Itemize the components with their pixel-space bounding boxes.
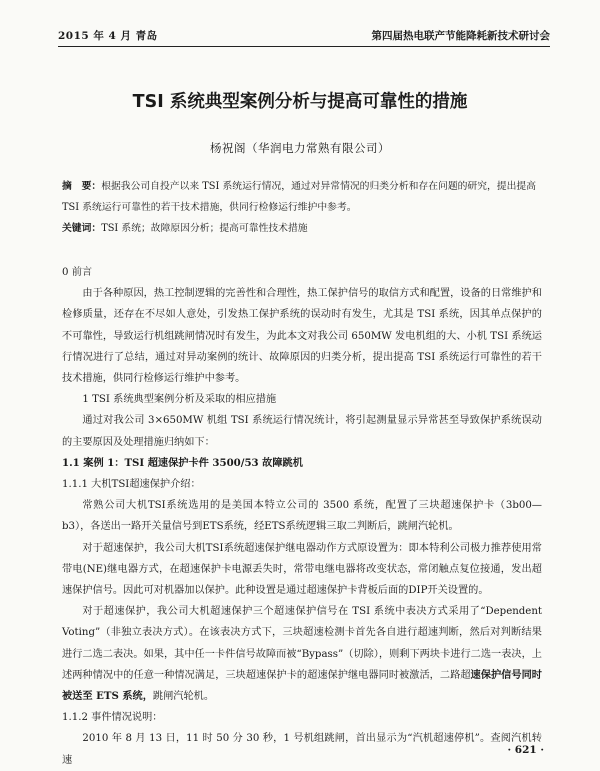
header-date-location: 2015 年 4 月 青岛 <box>58 30 158 42</box>
section-1-1-2-paragraph: 2010 年 8 月 13 日，11 时 50 分 30 秒，1 号机组跳闸，首出显示为“汽机超速停机”。查阅汽机转速 <box>62 733 542 766</box>
para-3-text-start: 对于超速保护，我公司大机超速保护三个超速保护信号在 TSI 系统中表决方式采用了“Dependent Voting”（非独立表决方式）。在该表决方式下，三块超速检测卡首先各自进行超速判断，然后对判断结果进行二选二表决。如果，其中任一卡件信号故障而被“Bypass”（切除），则剩下两块卡进行二选一表决，上述两种情况中的任意一种情况满足，三块超速保护卡的超速保护继电器同时被激活，二路超 <box>62 606 542 681</box>
section-heading-1-1: 1.1 案例 1：TSI 超速保护卡件 3500/53 故障跳机 <box>62 456 303 469</box>
section-1-1-1-paragraph-3 <box>62 601 542 707</box>
header-conference-title: 第四届热电联产节能降耗新技术研讨会 <box>371 30 550 42</box>
section-1-paragraph: 通过对我公司 3×650MW 机组 TSI 系统运行情况统计，将引起测量显示异常甚至导致保护系统误动的主要原因及处理措施归纳如下： <box>62 415 542 448</box>
keywords-label: 关键词： <box>62 223 102 234</box>
running-header <box>58 22 550 47</box>
paper-body <box>62 262 542 771</box>
section-heading-intro: 0 前言 <box>62 267 93 278</box>
section-heading-1-1-2: 1.1.2 事件情况说明： <box>62 712 163 724</box>
section-heading-1-1-1: 1.1.1 大机TSI超速保护介绍： <box>62 479 201 491</box>
keywords-text: TSI 系统；故障原因分析；提高可靠性技术措施 <box>101 223 308 234</box>
intro-paragraph: 由于各种原因，热工控制逻辑的完善性和合理性，热工保护信号的取信方式和配置，设备的日常维护和检修质量，还存在不尽如人意处，引发热工保护系统的误动时有发生，尤其是 TSI 系统，因其单点保护的不可靠性，导致运行机组跳闸情况时有发生，为此本文对我公司 650MW 发电机组的大、小机 TSI 系统运行情况进行了总结，通过对异动案例的统计、故障原因的归类分析，提出提高 TSI 系统运行可靠性的若干技术措施，供同行检修运行维护中参考。 <box>62 288 542 385</box>
paper-author: 杨祝阁（华润电力常熟有限公司） <box>210 141 390 155</box>
section-1-1-1-paragraph-1: 常熟公司大机TSI系统选用的是美国本特立公司的 3500 系统，配置了三块超速保护卡（3b00—b3），各送出一路开关量信号到ETS系统，经ETS系统逻辑三取二判断后，跳闸汽轮机。 <box>62 500 542 533</box>
para-3-text-end: 跳闸汽轮机。 <box>152 691 215 703</box>
para-3-bold-text: 速保护信号同时被送至 ETS 系统， <box>62 668 542 703</box>
paper-title: TSI 系统典型案例分析与提高可靠性的措施 <box>132 92 468 112</box>
section-heading-1: 1 TSI 系统典型案例分析及采取的相应措施 <box>82 394 277 406</box>
abstract-label: 摘 要： <box>62 181 102 192</box>
page-number: · 621 · <box>507 744 544 756</box>
abstract <box>62 176 542 218</box>
section-1-1-1-paragraph-2: 对于超速保护，我公司大机TSI系统超速保护继电器动作方式原设置为：即本特利公司极力推荐使用常带电(NE)继电器方式，在超速保护卡电源丢失时，常带电继电器将改变状态，常闭触点复位接通，发出超速保护信号。因此可对机器加以保护。此种设置是通过超速保护卡背板后面的DIP开关设置的。 <box>62 542 542 597</box>
keywords <box>62 219 542 239</box>
abstract-text: 根据我公司自投产以来 TSI 系统运行情况，通过对异常情况的归类分析和存在问题的研究，提出提高 TSI 系统运行可靠性的若干技术措施，供同行检修运行维护中参考。 <box>62 181 536 213</box>
